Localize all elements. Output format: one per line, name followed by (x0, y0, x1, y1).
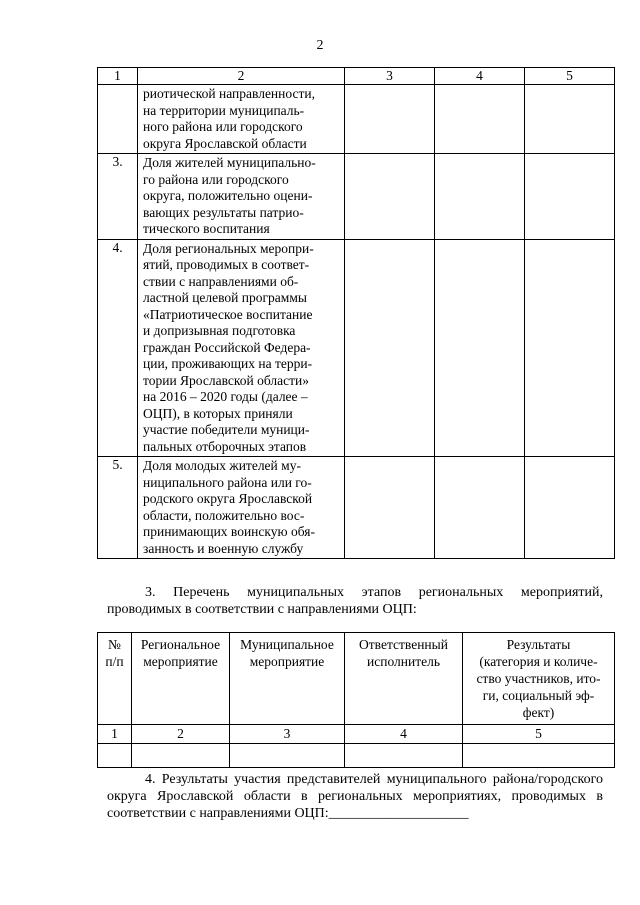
text-line: ОЦП), в которых приняли (143, 405, 293, 421)
empty-cell (345, 85, 435, 154)
row-number: 4. (98, 239, 138, 457)
indicator-text (138, 85, 345, 154)
column-index-row (98, 725, 615, 744)
empty-cell (345, 744, 463, 768)
index-cell: 5 (463, 725, 615, 744)
empty-cell (435, 85, 525, 154)
text-line: Доля молодых жителей му- (143, 458, 301, 473)
header-cell-regional-event (132, 633, 230, 725)
empty-cell (98, 744, 132, 768)
header-line: мероприятие (143, 654, 218, 669)
index-cell: 2 (132, 725, 230, 744)
text-line: области, положительно вос- (143, 507, 305, 523)
row-number (98, 85, 138, 154)
empty-cell (230, 744, 345, 768)
text-line: тории Ярославской области» (143, 372, 309, 388)
empty-cell (463, 744, 615, 768)
header-line: Результаты (506, 637, 571, 652)
header-cell-number (98, 633, 132, 725)
text-line: го района или городского (143, 171, 289, 187)
empty-cell (345, 457, 435, 559)
table-row (98, 457, 615, 559)
indicator-text (138, 239, 345, 457)
index-cell: 3 (230, 725, 345, 744)
text-line: принимающих воинскую обя- (143, 524, 315, 539)
text-line: риотической направленности, (143, 86, 315, 101)
empty-cell (525, 154, 615, 240)
indicator-text (138, 457, 345, 559)
text-line: ниципального района или го- (143, 474, 312, 490)
text-line: и допризывная подготовка (143, 323, 296, 338)
section-4-paragraph: 4. Результаты участия представителей муниципального района/городского округа Ярославской области в региональных мероприятиях, проводимых в соответствии с направлениями ОЦП:____________________ (107, 772, 603, 821)
header-line: ство участников, ито- (476, 671, 601, 686)
table-row (98, 154, 615, 240)
section-3-paragraph: 3. Перечень муниципальных этапов региональных мероприятий, проводимых в соответствии с направлениями ОЦП: (107, 585, 603, 617)
header-cell: 3 (345, 68, 435, 85)
index-cell: 1 (98, 725, 132, 744)
header-line: (категория и количе- (479, 654, 598, 669)
header-cell: 2 (138, 68, 345, 85)
header-cell: 1 (98, 68, 138, 85)
empty-row (98, 744, 615, 768)
header-cell-municipal-event (230, 633, 345, 725)
page-number: 2 (316, 38, 324, 53)
indicator-text (138, 154, 345, 240)
empty-cell (525, 239, 615, 457)
text-line: занность и военную службу (143, 540, 304, 556)
header-cell-results (463, 633, 615, 725)
empty-cell (345, 239, 435, 457)
text-line: ластной целевой программы (143, 290, 307, 305)
header-line: Муниципальное (240, 637, 334, 652)
empty-cell (435, 239, 525, 457)
empty-cell (345, 154, 435, 240)
text-line: ного района или городского (143, 119, 303, 134)
header-line: Региональное (140, 637, 221, 652)
municipal-stages-table (97, 632, 615, 768)
text-line: пальных отборочных этапов (143, 438, 307, 454)
header-line: мероприятие (249, 654, 325, 669)
empty-cell (435, 154, 525, 240)
header-line: фект) (522, 705, 555, 720)
text-line: Доля жителей муниципально- (143, 155, 316, 170)
indicators-table (97, 67, 615, 559)
empty-cell (435, 457, 525, 559)
text-line: тического воспитания (143, 221, 270, 236)
text-line: ции, проживающих на терри- (143, 356, 313, 371)
text-line: граждан Российской Федера- (143, 339, 311, 355)
text-line: ятий, проводимых в соответ- (143, 257, 310, 272)
row-number: 5. (98, 457, 138, 559)
table-header-row (98, 68, 615, 85)
row-number: 3. (98, 154, 138, 240)
index-cell: 4 (345, 725, 463, 744)
empty-cell (132, 744, 230, 768)
text-line: вающих результаты патрио- (143, 204, 304, 220)
table-row (98, 239, 615, 457)
empty-cell (525, 85, 615, 154)
text-line: родского округа Ярославской (143, 491, 313, 506)
header-line: ги, социальный эф- (482, 688, 595, 703)
text-line: на 2016 – 2020 годы (далее – (143, 389, 308, 404)
header-cell-responsible (345, 633, 463, 725)
empty-cell (525, 457, 615, 559)
header-cell: 5 (525, 68, 615, 85)
table-header-row (98, 633, 615, 725)
text-line: округа, положительно оцени- (143, 188, 313, 203)
text-line: на территории муниципаль- (143, 102, 305, 118)
header-line: исполнитель (367, 654, 440, 669)
text-line: «Патриотическое воспитание (143, 306, 313, 322)
header-line: Ответственный (359, 637, 448, 652)
text-line: округа Ярославской области (143, 135, 307, 151)
text-line: ствии с направлениями об- (143, 273, 299, 289)
text-line: участие победители муници- (143, 422, 310, 437)
text-line: Доля региональных меропри- (143, 240, 314, 256)
table-row (98, 85, 615, 154)
header-cell: 4 (435, 68, 525, 85)
header-line: № (108, 637, 121, 652)
header-line: п/п (105, 654, 124, 669)
